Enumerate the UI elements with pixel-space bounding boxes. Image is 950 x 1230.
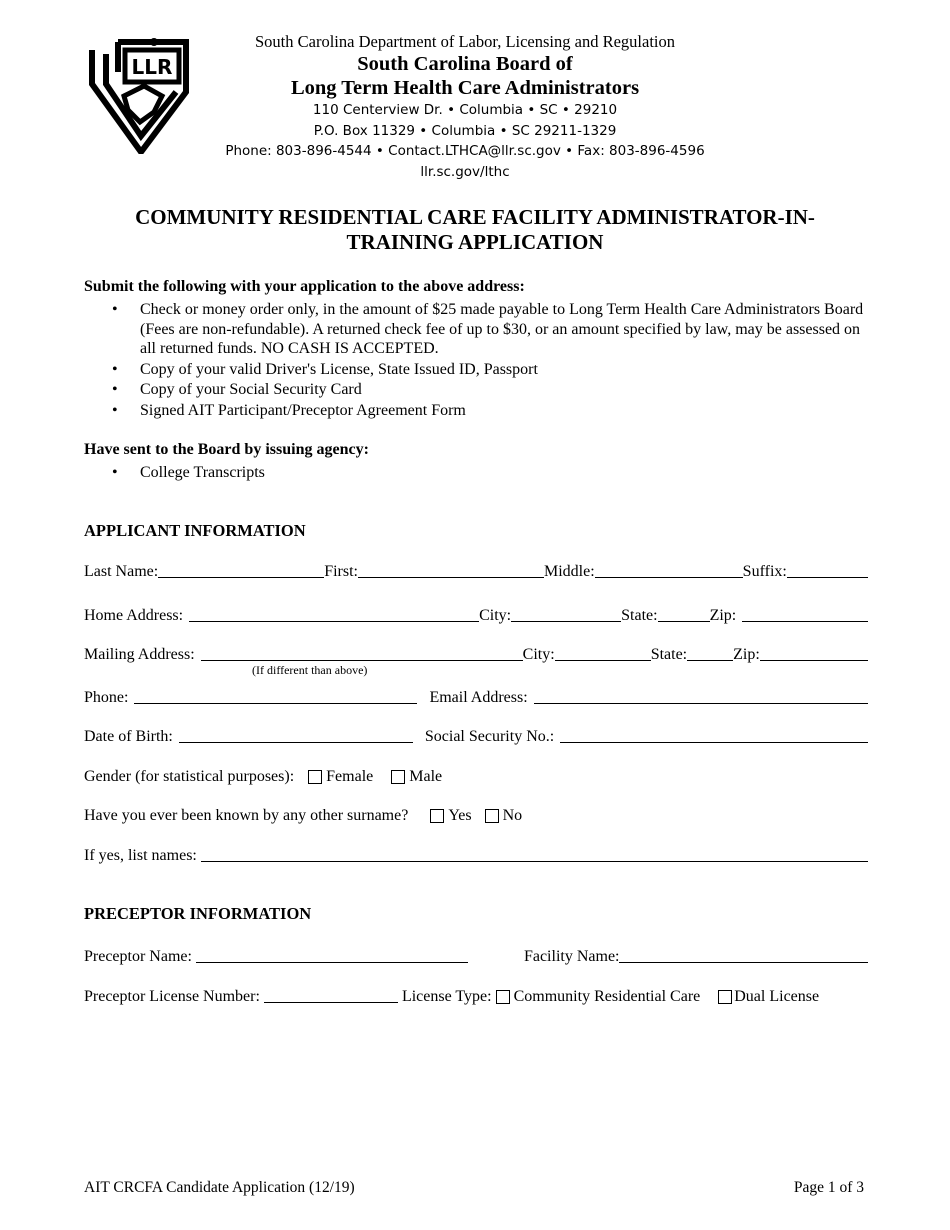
- home-zip-field[interactable]: [742, 605, 868, 622]
- ssn-field[interactable]: [560, 726, 868, 743]
- home-address-row: [84, 603, 868, 625]
- mailing-state-field[interactable]: [687, 644, 733, 661]
- facility-name-label: Facility Name:: [523, 948, 620, 965]
- dual-license-label: Dual License: [734, 988, 820, 1005]
- home-address-field[interactable]: [189, 605, 479, 622]
- license-type-label: License Type:: [401, 988, 492, 1005]
- middle-name-label: Middle:: [544, 563, 595, 580]
- surname-no-label: No: [502, 807, 523, 824]
- phone-field[interactable]: [134, 687, 417, 704]
- surname-row: [84, 803, 868, 825]
- list-item: • Copy of your valid Driver's License, State Issued ID, Passport: [84, 360, 868, 380]
- surname-yes-label: Yes: [448, 807, 472, 824]
- dob-field[interactable]: [179, 726, 413, 743]
- surname-yes-checkbox[interactable]: [430, 809, 444, 823]
- phone-email-row: [84, 685, 868, 707]
- surname-question: Have you ever been known by any other surname?: [84, 807, 409, 824]
- mailing-city-label: City:: [522, 646, 555, 663]
- preceptor-license-row: [84, 984, 868, 1006]
- first-name-label: First:: [324, 563, 358, 580]
- email-label: Email Address:: [429, 689, 528, 706]
- page-title: [90, 205, 860, 255]
- department-name: South Carolina Department of Labor, Licensing and Regulation: [255, 32, 675, 51]
- list-item: • Check or money order only, in the amount of $25 made payable to Long Term Health Care Administrators Board (Fees are non-refundable). A returned check fee of up to $30, or an amount specified by law, may be assessed on all returned funds. NO CASH IS ACCEPTED.: [84, 300, 868, 359]
- mailing-address-row: [84, 642, 868, 664]
- crc-label: Community Residential Care: [513, 988, 701, 1005]
- home-address-label: Home Address:: [84, 607, 184, 624]
- surname-no-checkbox[interactable]: [485, 809, 499, 823]
- preceptor-section-heading: PRECEPTOR INFORMATION: [84, 904, 312, 923]
- submit-heading: Submit the following with your application to the above address:: [84, 278, 525, 295]
- ssn-label: Social Security No.:: [424, 728, 555, 745]
- other-names-row: [84, 843, 868, 865]
- license-number-field[interactable]: [264, 986, 398, 1003]
- mailing-city-field[interactable]: [555, 644, 651, 661]
- first-name-field[interactable]: [358, 561, 544, 578]
- female-checkbox[interactable]: [308, 770, 322, 784]
- home-zip-label: Zip:: [709, 607, 737, 624]
- footer-form-id: AIT CRCFA Candidate Application (12/19): [84, 1179, 355, 1196]
- letterhead: [200, 32, 730, 182]
- list-item: • Copy of your Social Security Card: [84, 380, 868, 400]
- last-name-label: Last Name:: [84, 563, 159, 580]
- male-checkbox[interactable]: [391, 770, 405, 784]
- suffix-label: Suffix:: [742, 563, 787, 580]
- home-state-field[interactable]: [658, 605, 710, 622]
- name-row: [84, 559, 868, 581]
- other-names-label: If yes, list names:: [84, 847, 197, 864]
- crc-checkbox[interactable]: [496, 990, 510, 1004]
- suffix-field[interactable]: [787, 561, 868, 578]
- dob-ssn-row: [84, 724, 868, 746]
- gender-label: Gender (for statistical purposes):: [84, 768, 295, 785]
- board-name-line1: South Carolina Board of: [357, 53, 573, 75]
- mailing-zip-label: Zip:: [733, 646, 760, 663]
- agency-heading: Have sent to the Board by issuing agency:: [84, 441, 369, 458]
- dob-label: Date of Birth:: [84, 728, 173, 745]
- mailing-address-note: (If different than above): [252, 663, 368, 677]
- logo-text: LLR: [131, 55, 173, 79]
- mailing-state-label: State:: [650, 646, 688, 663]
- mailing-address-label: Mailing Address:: [84, 646, 195, 663]
- home-city-label: City:: [479, 607, 512, 624]
- street-address: 110 Centerview Dr. • Columbia • SC • 29210: [312, 102, 618, 118]
- website: llr.sc.gov/lthc: [420, 163, 510, 180]
- submit-requirements: [84, 277, 868, 421]
- gender-row: [84, 764, 868, 786]
- contact-info: Phone: 803-896-4544 • Contact.LTHCA@llr.sc.gov • Fax: 803-896-4596: [225, 143, 705, 159]
- po-box: P.O. Box 11329 • Columbia • SC 29211-1329: [313, 122, 617, 139]
- dual-license-checkbox[interactable]: [718, 990, 732, 1004]
- home-city-field[interactable]: [511, 605, 621, 622]
- preceptor-name-row: [84, 944, 868, 966]
- other-names-field[interactable]: [201, 845, 868, 862]
- last-name-field[interactable]: [158, 561, 324, 578]
- preceptor-name-field[interactable]: [196, 946, 468, 963]
- applicant-section-heading: APPLICANT INFORMATION: [84, 521, 306, 540]
- female-label: Female: [326, 768, 374, 785]
- phone-label: Phone:: [84, 689, 129, 706]
- list-item: • Signed AIT Participant/Preceptor Agreement Form: [84, 401, 868, 421]
- preceptor-name-label: Preceptor Name:: [84, 948, 192, 965]
- middle-name-field[interactable]: [595, 561, 743, 578]
- home-state-label: State:: [621, 607, 658, 624]
- list-item: • College Transcripts: [84, 463, 868, 483]
- title-line1: COMMUNITY RESIDENTIAL CARE FACILITY ADMINISTRATOR-IN-: [135, 205, 815, 229]
- email-field[interactable]: [534, 687, 868, 704]
- title-line2: TRAINING APPLICATION: [346, 230, 604, 254]
- agency-requirements: [84, 440, 868, 484]
- facility-name-field[interactable]: [619, 946, 868, 963]
- board-name-line2: Long Term Health Care Administrators: [290, 77, 640, 99]
- mailing-address-field[interactable]: [201, 644, 523, 661]
- page-number: Page 1 of 3: [793, 1179, 864, 1196]
- llr-shield-icon: [88, 36, 190, 154]
- male-label: Male: [409, 768, 443, 785]
- llr-logo: [88, 36, 190, 154]
- license-number-label: Preceptor License Number:: [84, 988, 260, 1005]
- mailing-zip-field[interactable]: [760, 644, 868, 661]
